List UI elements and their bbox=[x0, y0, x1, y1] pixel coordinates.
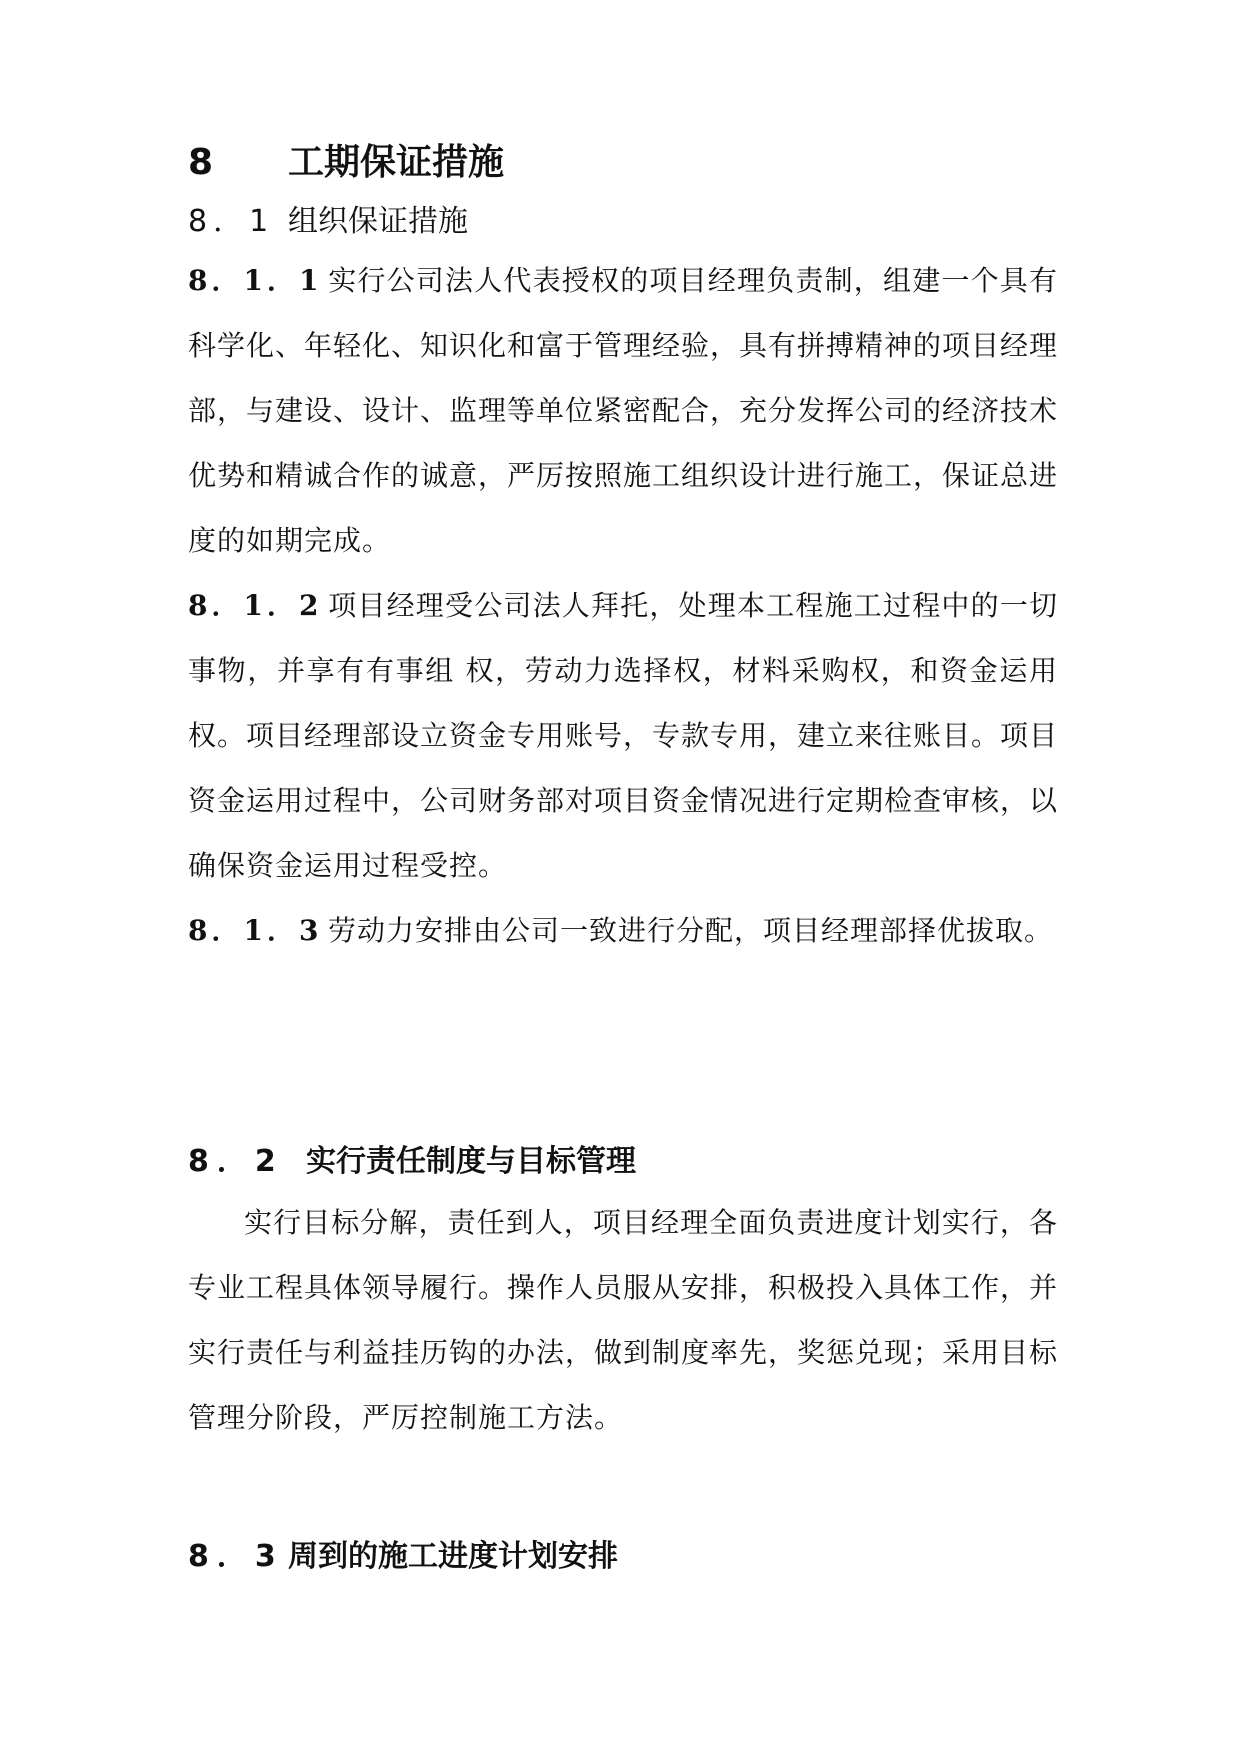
paragraph-number: 8．1．3 bbox=[188, 914, 323, 947]
section-title: 工期保证措施 bbox=[288, 142, 505, 183]
paragraph-8-1-3 bbox=[188, 898, 1058, 963]
section-heading-8-1 bbox=[188, 200, 1058, 244]
section-number: 8．3 bbox=[188, 1539, 284, 1574]
paragraph-8-2-body bbox=[188, 1190, 1058, 1450]
paragraph-text: 实行目标分解，责任到人，项目经理全面负责进度计划实行，各专业工程具体领导履行。操作人员服从安排，积极投入具体工作，并实行责任与利益挂历钩的办法，做到制度率先，奖惩兑现；采用目标管理分阶段，严厉控制施工方法。 bbox=[188, 1206, 1059, 1434]
paragraph-number: 8．1．1 bbox=[188, 264, 323, 297]
section-number: 8 bbox=[188, 142, 214, 183]
section-title: 周到的施工进度计划安排 bbox=[288, 1539, 618, 1574]
section-number: 8．1 bbox=[188, 204, 275, 239]
paragraph-text: 实行公司法人代表授权的项目经理负责制，组建一个具有科学化、年轻化、知识化和富于管理经验，具有拼搏精神的项目经理部，与建设、设计、监理等单位紧密配合，充分发挥公司的经济技术优势和精诚合作的诚意，严厉按照施工组织设计进行施工，保证总进度的如期完成。 bbox=[188, 264, 1059, 557]
section-title: 实行责任制度与目标管理 bbox=[306, 1144, 636, 1179]
paragraph-text: 劳动力安排由公司一致进行分配，项目经理部择优拔取。 bbox=[328, 914, 1054, 947]
section-heading-8 bbox=[188, 138, 1058, 188]
section-heading-8-2 bbox=[188, 1140, 1058, 1184]
section-number: 8．2 bbox=[188, 1144, 284, 1179]
section-heading-8-3 bbox=[188, 1535, 1058, 1579]
paragraph-number: 8．1．2 bbox=[188, 589, 323, 622]
paragraph-8-1-2 bbox=[188, 573, 1058, 898]
paragraph-text: 项目经理受公司法人拜托，处理本工程施工过程中的一切事物，并享有有事组 权，劳动力选择权，材料采购权，和资金运用权。项目经理部设立资金专用账号，专款专用，建立来往账目。项目资金运用过程中，公司财务部对项目资金情况进行定期检查审核，以确保资金运用过程受控。 bbox=[188, 589, 1059, 882]
section-title: 组织保证措施 bbox=[288, 204, 468, 239]
paragraph-8-1-1 bbox=[188, 248, 1058, 573]
